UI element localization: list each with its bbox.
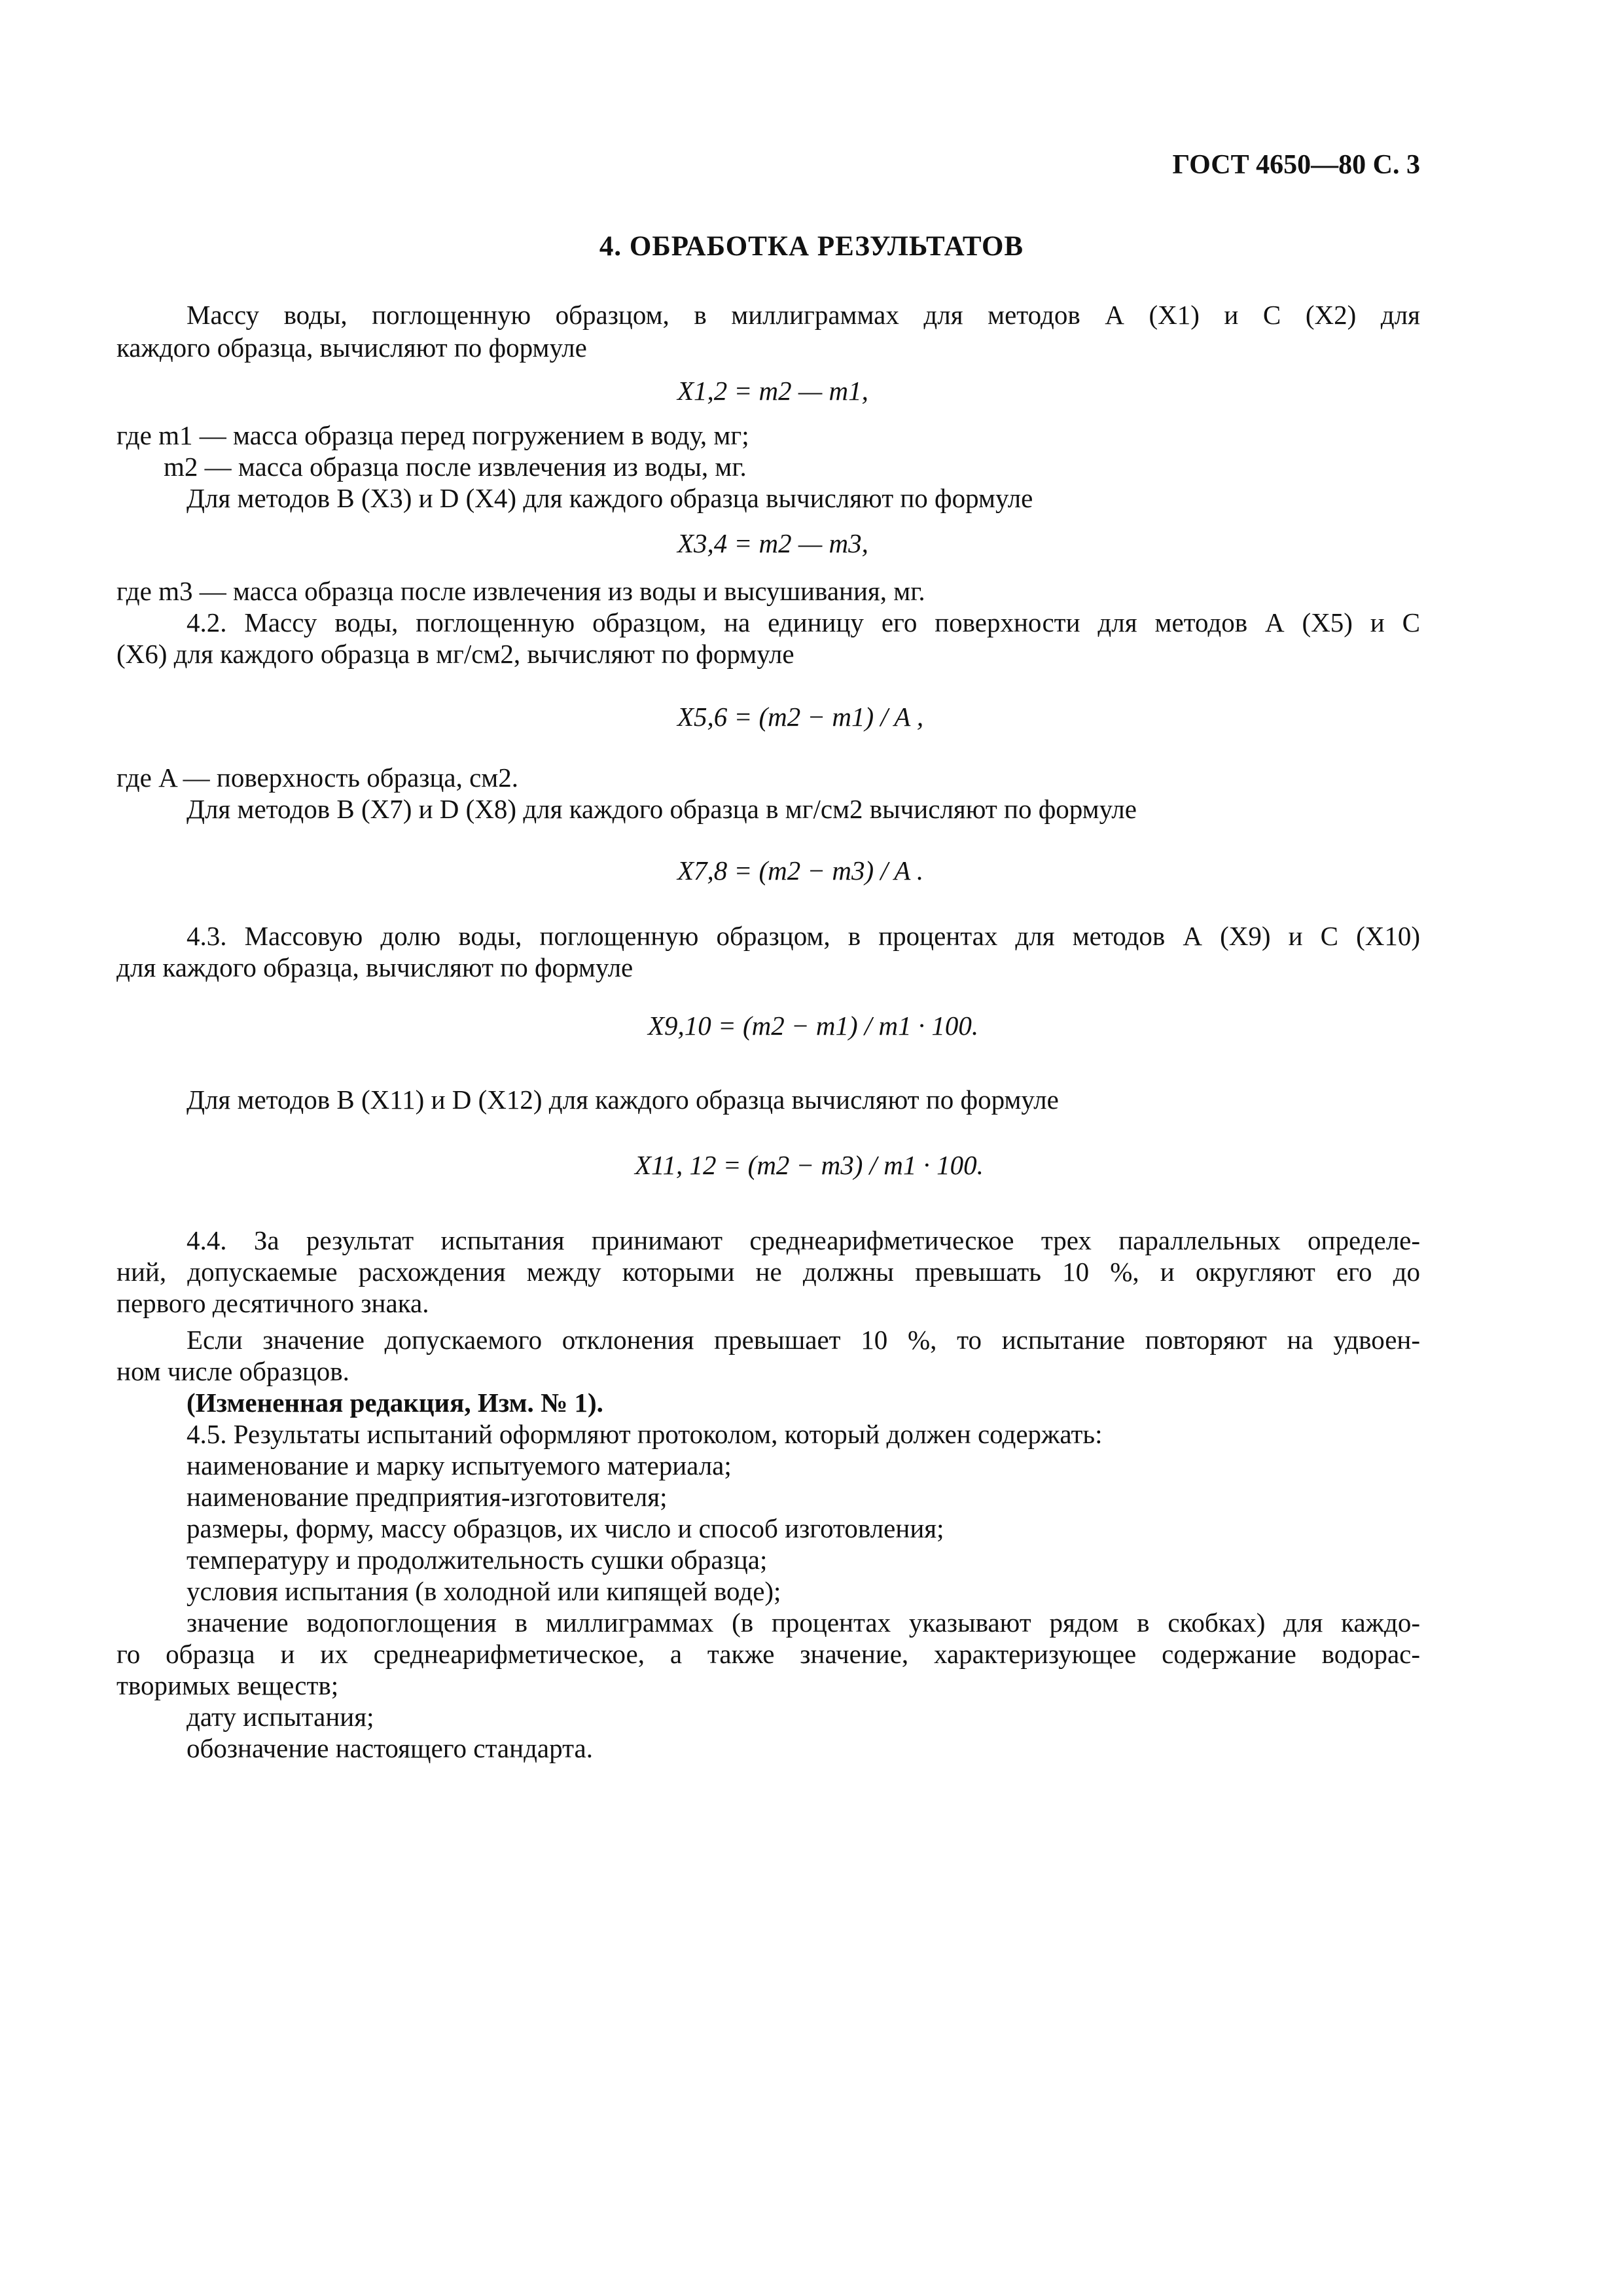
- p44-line3: первого десятичного знака.: [116, 1288, 429, 1318]
- p42-line2: (X6) для каждого образца в мг/см2, вычисляют по формуле: [116, 639, 794, 669]
- list-item: обозначение настоящего стандарта.: [187, 1733, 593, 1763]
- where-m1: где m1 — масса образца перед погружением в воду, мг;: [116, 420, 749, 450]
- p41-text-line1: Массу воды, поглощенную образцом, в миллиграммах для методов А (X1) и С (X2) для: [187, 300, 1420, 330]
- p43-methods-bd: Для методов В (X11) и D (X12) для каждого образца вычисляют по формуле: [187, 1085, 1059, 1115]
- p44-line5: ном числе образцов.: [116, 1356, 349, 1386]
- formula-x34: X3,4 = m2 — m3,: [677, 528, 868, 558]
- formula-x12: X1,2 = m2 — m1,: [677, 376, 868, 406]
- where-m3: где m3 — масса образца после извлечения из воды и высушивания, мг.: [116, 576, 925, 606]
- p44-line1: 4.4. За результат испытания принимают среднеарифметическое трех параллельных определе-: [187, 1225, 1420, 1255]
- p42-methods-bd: Для методов В (X7) и D (X8) для каждого образца в мг/см2 вычисляют по формуле: [187, 794, 1137, 824]
- p41-methods-bd: Для методов В (X3) и D (X4) для каждого образца вычисляют по формуле: [187, 483, 1033, 513]
- formula-x910: X9,10 = (m2 − m1) / m1 · 100.: [648, 1011, 979, 1041]
- p41-line2: каждого образца, вычисляют по формуле: [116, 332, 587, 363]
- where-A: где A — поверхность образца, см2.: [116, 762, 518, 793]
- formula-x78: X7,8 = (m2 − m3) / A .: [677, 855, 924, 886]
- list-item-6-line2: го образца и их среднеарифметическое, а также значение, характеризующее содержание водорас-: [116, 1639, 1420, 1669]
- list-item: наименование предприятия-изготовителя;: [187, 1482, 668, 1512]
- p44-line4: Если значение допускаемого отклонения превышает 10 %, то испытание повторяют на удвоен-: [187, 1325, 1420, 1355]
- p41-line1: [187, 298, 1420, 331]
- formula-x56: X5,6 = (m2 − m1) / A ,: [677, 702, 924, 732]
- p43-line2: для каждого образца, вычисляют по формуле: [116, 952, 633, 982]
- section-title: 4. ОБРАБОТКА РЕЗУЛЬТАТОВ: [599, 231, 1024, 262]
- amendment-note: (Измененная редакция, Изм. № 1).: [187, 1388, 603, 1418]
- list-item: условия испытания (в холодной или кипящей воде);: [187, 1576, 781, 1606]
- list-item-6-line3: творимых веществ;: [116, 1670, 339, 1700]
- p43-line1: 4.3. Массовую долю воды, поглощенную образцом, в процентах для методов А (X9) и С (X10): [187, 921, 1420, 951]
- p45-intro: 4.5. Результаты испытаний оформляют протоколом, который должен содержать:: [187, 1419, 1103, 1449]
- list-item: температуру и продолжительность сушки образца;: [187, 1545, 768, 1575]
- document-reference: ГОСТ 4650—80 С. 3: [1172, 150, 1420, 180]
- p42-line1: 4.2. Массу воды, поглощенную образцом, на единицу его поверхности для методов А (X5) и С: [187, 607, 1420, 637]
- list-item: дату испытания;: [187, 1702, 374, 1732]
- formula-x1112: X11, 12 = (m2 − m3) / m1 · 100.: [635, 1150, 984, 1180]
- list-item: наименование и марку испытуемого материала;: [187, 1450, 732, 1480]
- list-item: размеры, форму, массу образцов, их число и способ изготовления;: [187, 1513, 944, 1543]
- list-item-6-line1: значение водопоглощения в миллиграммах (в процентах указывают рядом в скобках) для каждо-: [187, 1607, 1420, 1638]
- where-m2: m2 — масса образца после извлечения из воды, мг.: [164, 452, 747, 482]
- p44-line2: ний, допускаемые расхождения между которыми не должны превышать 10 %, и округляют его до: [116, 1257, 1420, 1287]
